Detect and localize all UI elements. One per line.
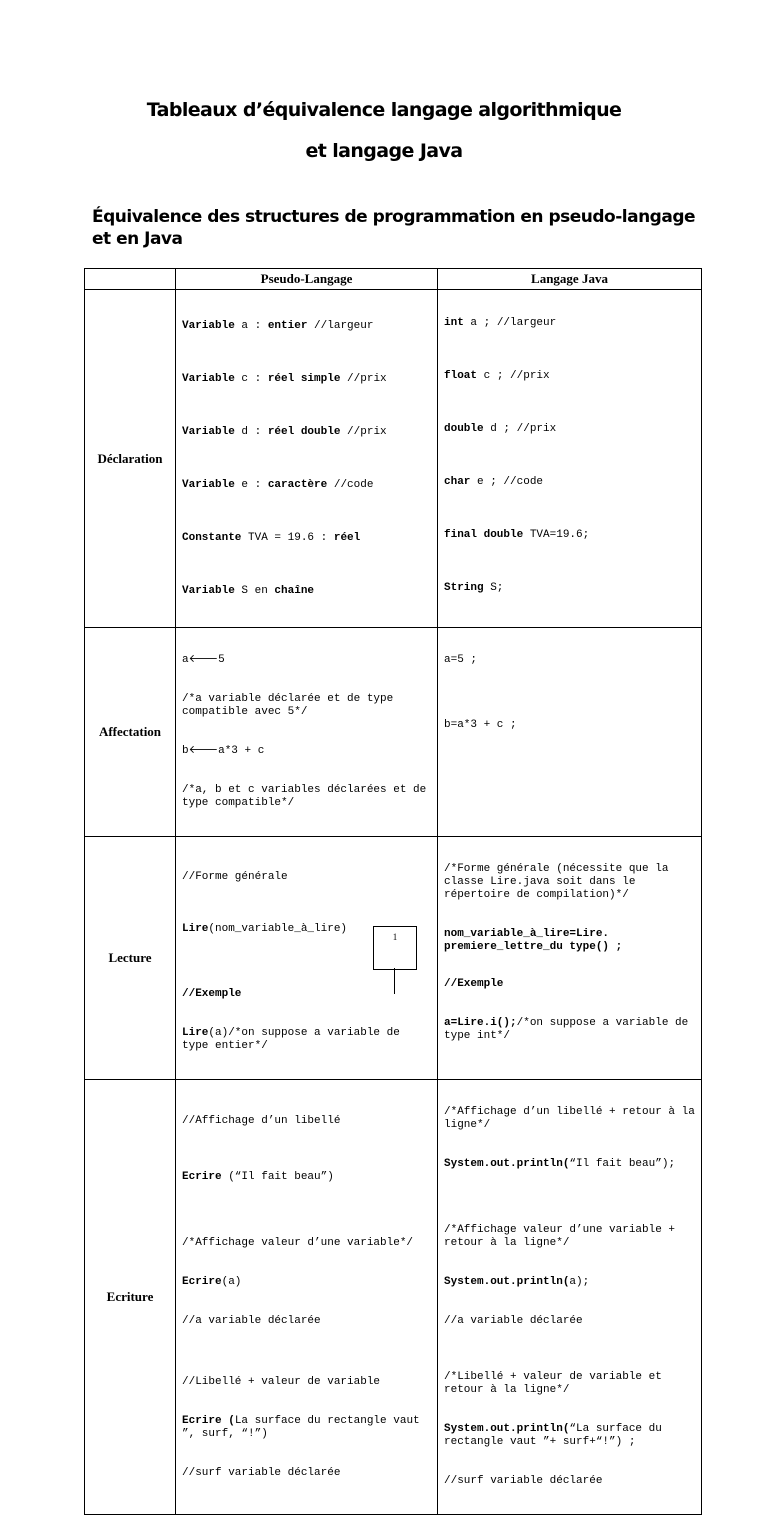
declaration-java-line: char e ; //code [444, 476, 544, 488]
declaration-java-cell [438, 290, 702, 628]
ecriture-pseudo-comment: //a variable déclarée [182, 1315, 321, 1327]
ecriture-java-comment: /*Libellé + valeur de variable et retour à la ligne*/ [444, 1371, 669, 1396]
ecriture-pseudo-comment: /*Affichage valeur d’une variable*/ [182, 1237, 414, 1249]
table-row-affectation [85, 628, 702, 837]
table-row-ecriture [85, 1080, 702, 1515]
row-label-lecture: Lecture [85, 837, 176, 1080]
lecture-pseudo-example-title: //Exemple [182, 988, 242, 1000]
row-label-ecriture: Ecriture [85, 1080, 176, 1515]
ecriture-java-comment: //surf variable déclarée [444, 1475, 603, 1487]
declaration-java-line: String S; [444, 582, 504, 594]
affectation-java-line: b=a*3 + c ; [444, 719, 517, 731]
declaration-java-line: float c ; //prix [444, 370, 550, 382]
header-langage-java: Langage Java [438, 269, 702, 290]
lecture-java-comment: /*Forme générale (nécessite que la classe Lire.java soit dans le répertoire de compilation)*/ [444, 863, 676, 901]
declaration-pseudo-line: Constante TVA = 19.6 : réel [182, 532, 361, 544]
affectation-java-cell [438, 628, 702, 837]
declaration-pseudo-line: Variable e : caractère //code [182, 479, 374, 491]
declaration-java-line: int a ; //largeur [444, 317, 557, 329]
affectation-pseudo-line: b🡐a*3 + c [182, 745, 265, 757]
document-title-line1: Tableaux d’équivalence langage algorithmique [146, 99, 622, 121]
ecriture-java-cell [438, 1080, 702, 1515]
ecriture-pseudo-cell [176, 1080, 438, 1515]
lecture-pseudo-example: Lire(a)/*on suppose a variable de type entier*/ [182, 1027, 407, 1052]
ecriture-java-comment: //a variable déclarée [444, 1315, 583, 1327]
row-label-affectation: Affectation [85, 628, 176, 837]
declaration-pseudo-line: Variable S en chaîne [182, 585, 315, 597]
ecriture-java-comment: /*Affichage valeur d’une variable + retour à la ligne*/ [444, 1224, 682, 1249]
ecriture-pseudo-line: Ecrire (“Il fait beau”) [182, 1171, 334, 1183]
lecture-pseudo-line: Lire(nom_variable_à_lire) [182, 923, 348, 935]
table-row-declaration [85, 290, 702, 628]
declaration-pseudo-line: Variable d : réel double //prix [182, 426, 387, 438]
header-empty-cell [85, 269, 176, 290]
ecriture-pseudo-comment: //Libellé + valeur de variable [182, 1376, 381, 1388]
lecture-pseudo-comment: //Forme générale [182, 871, 288, 883]
document-title-line2: et langage Java [305, 140, 463, 162]
declaration-pseudo-cell [176, 290, 438, 628]
affectation-pseudo-line: a🡐5 [182, 654, 225, 666]
affectation-pseudo-cell [176, 628, 438, 837]
page-number-line [394, 968, 395, 994]
header-pseudo-langage: Pseudo-Langage [176, 269, 438, 290]
equivalence-table [84, 268, 702, 1515]
ecriture-java-comment: /*Affichage d’un libellé + retour à la ligne*/ [444, 1106, 702, 1131]
lecture-java-example: a=Lire.i();/*on suppose a variable de type int*/ [444, 1017, 695, 1042]
lecture-java-code: nom_variable_à_lire=Lire. premiere_lettre_du type() ; [444, 928, 623, 953]
affectation-pseudo-line: /*a variable déclarée et de type compatible avec 5*/ [182, 693, 400, 718]
section-title: Équivalence des structures de programmation en pseudo-langage et en Java [92, 207, 696, 249]
lecture-java-example-title: //Exemple [444, 978, 504, 990]
row-label-declaration: Déclaration [85, 290, 176, 628]
ecriture-java-line: System.out.println(“Il fait beau”); [444, 1158, 676, 1170]
declaration-java-line: final double TVA=19.6; [444, 529, 590, 541]
ecriture-pseudo-line: Ecrire (La surface du rectangle vaut ”, surf, “!”) [182, 1415, 427, 1440]
declaration-java-line: double d ; //prix [444, 423, 557, 435]
ecriture-pseudo-comment: //Affichage d’un libellé [182, 1115, 341, 1127]
declaration-pseudo-line: Variable a : entier //largeur [182, 320, 374, 332]
page-number-box: 1 [373, 926, 417, 970]
ecriture-pseudo-comment: //surf variable déclarée [182, 1467, 341, 1479]
ecriture-java-line: System.out.println(a); [444, 1276, 590, 1288]
affectation-java-line: a=5 ; [444, 654, 478, 666]
ecriture-pseudo-line: Ecrire(a) [182, 1276, 242, 1288]
lecture-java-cell [438, 837, 702, 1080]
ecriture-java-line: System.out.println(“La surface du rectangle vaut ”+ surf+“!”) ; [444, 1423, 669, 1448]
table-header-row [85, 269, 702, 290]
affectation-pseudo-line: /*a, b et c variables déclarées et de type compatible*/ [182, 784, 433, 809]
declaration-pseudo-line: Variable c : réel simple //prix [182, 373, 387, 385]
